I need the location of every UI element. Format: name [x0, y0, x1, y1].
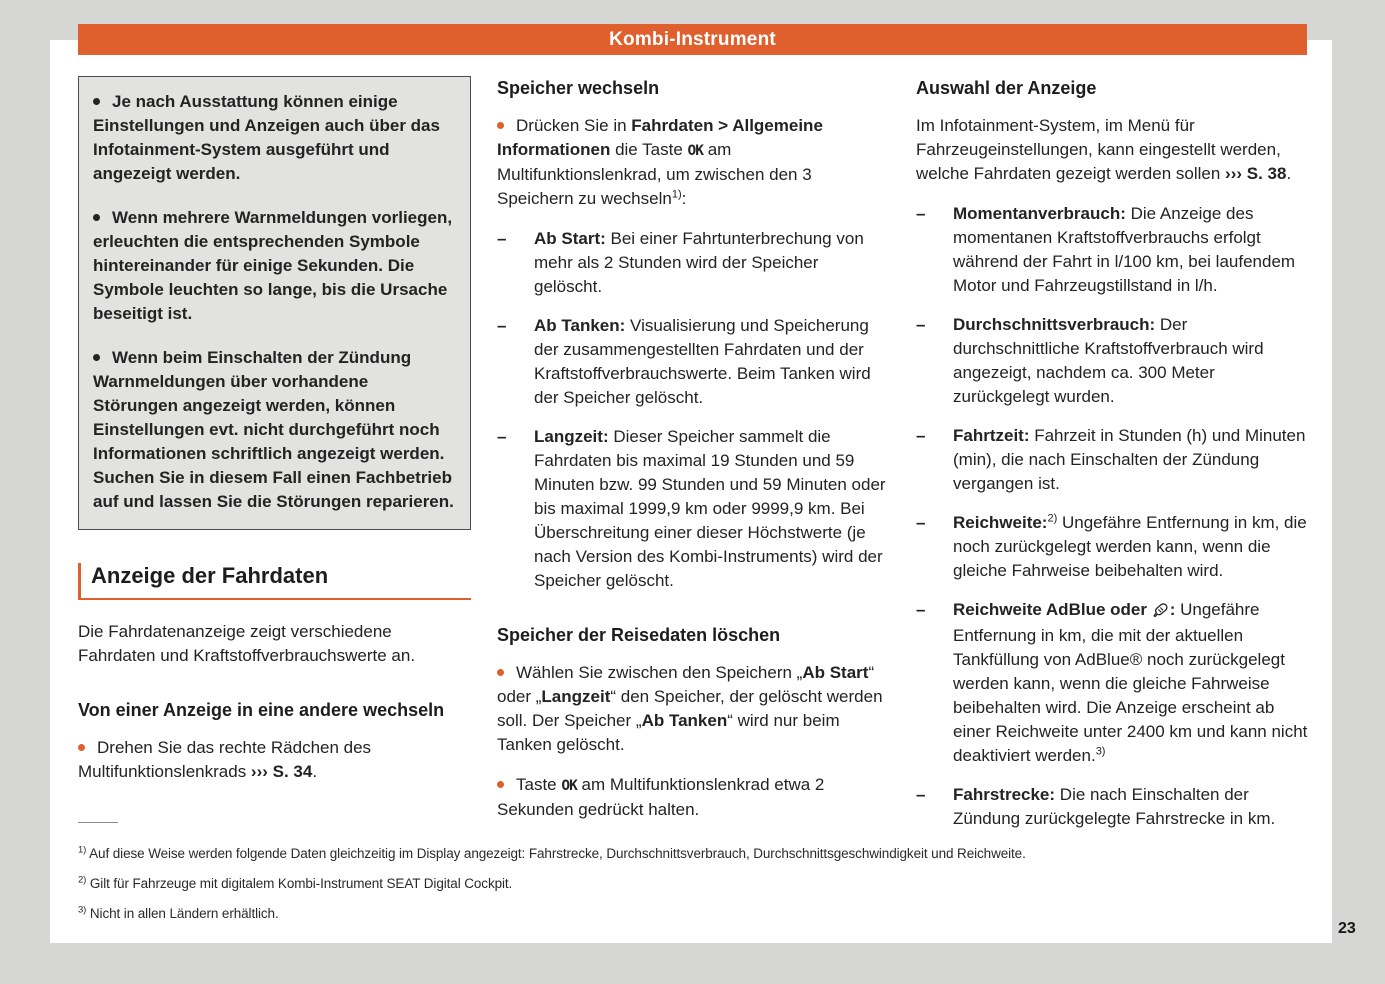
footnote-2: $^{2)}$ Gilt für Fahrzeuge mit digitalem Kombi-Instrument SEAT Digital Cockpit. — [78, 874, 513, 891]
page-number: 23 — [1338, 920, 1356, 937]
page-content — [78, 76, 1310, 846]
column-middle — [497, 76, 890, 838]
footnote-3: $^{3)}$ Nicht in allen Ländern erhältlich. — [78, 904, 279, 921]
note-box — [78, 76, 471, 530]
list-item-fahrstrecke: – Fahrstrecke: Die nach Einschalten der Zündung zurückgelegte Fahrstrecke in km. — [916, 783, 1309, 831]
instruction-bullet: Wählen Sie zwischen den Speichern „Ab Start“ oder „Langzeit“ den Speicher, der gelöscht werden soll. Der Speicher „Ab Tanken“ wird nur beim Tanken gelöscht. — [497, 661, 890, 757]
chapter-header-bar — [78, 24, 1307, 55]
paragraph: Im Infotainment-System, im Menü für Fahrzeugeinstellungen, kann eingestellt werden, welche Fahrdaten gezeigt werden sollen ››› S. 38. — [916, 116, 1292, 183]
list-item-fahrtzeit: – Fahrtzeit: Fahrzeit in Stunden (h) und Minuten (min), die nach Einschalten der Zündung vergangen ist. — [916, 424, 1309, 496]
chapter-title: Kombi-Instrument — [609, 28, 776, 50]
footnote-area — [78, 822, 1308, 933]
instruction-bullet: Taste OK am Multifunktionslenkrad etwa 2 Sekunden gedrückt halten. — [497, 773, 890, 822]
list-item-durchschnittsverbrauch: – Durchschnittsverbrauch: Der durchschnittliche Kraftstoffverbrauch wird angezeigt, nachdem ca. 300 Meter zurückgelegt wurden. — [916, 313, 1309, 409]
footnote-1: $^{1)}$ Auf diese Weise werden folgende Daten gleichzeitig im Display angezeigt: Fahrstrecke, Durchschnittsverbrauch, Durchschnittsgeschwindigkeit und Reichweite. — [78, 844, 1026, 861]
list-item-reichweite: – Reichweite:$^{2)}$ Ungefähre Entfernung in km, die noch zurückgelegt werden kann, wenn die gleiche Fahrweise beibehalten wird. — [916, 511, 1309, 583]
column-right — [916, 76, 1309, 846]
list-item-ab-start: – Ab Start: Bei einer Fahrtunterbrechung von mehr als 2 Stunden wird der Speicher gelöscht. — [497, 227, 890, 299]
instruction-bullet: Drehen Sie das rechte Rädchen des Multifunktionslenkrads ››› S. 34. — [78, 736, 471, 784]
subheading-speicher-wechseln: Speicher wechseln — [497, 78, 660, 98]
list-item-langzeit: – Langzeit: Dieser Speicher sammelt die Fahrdaten bis maximal 19 Stunden und 59 Minuten bzw. 99 Stunden und 59 Minuten oder bis maximal 1999,9 km oder 9999,9 km. Bei Überschreitung einer dieser Höchstwerte (je nach Version des Kombi-Instruments) wird der Speicher gelöscht. — [497, 425, 890, 593]
column-left — [78, 76, 471, 800]
fuel-nozzle-icon — [1153, 600, 1169, 624]
note-item: Wenn beim Einschalten der Zündung Warnmeldungen über vorhandene Störungen angezeigt werden, können Einstellungen evt. nicht durchgeführt noch Informationen schriftlich angezeigt werden. Suchen Sie in diesem Fall einen Fachbetrieb auf und lassen Sie die Störungen reparieren. — [93, 346, 454, 514]
list-item-reichweite-adblue: – Reichweite AdBlue oder : Ungefähre Entfernung in km, die mit der aktuellen Tankfüllung von AdBlue® noch zurückgelegt werden kann, wenn die gleiche Fahrweise beibehalten wird. Die Anzeige erscheint ab einer Reichweite unter 2400 km und kann nicht deaktiviert werden.$^{3)}$ — [916, 598, 1309, 768]
subheading-auswahl-der-anzeige: Auswahl der Anzeige — [916, 78, 1097, 98]
note-item: Wenn mehrere Warnmeldungen vorliegen, erleuchten die entsprechenden Symbole hintereinander für einige Sekunden. Die Symbole leuchten so lange, bis die Ursache beseitigt ist. — [93, 206, 454, 326]
section-heading-anzeige-der-fahrdaten: Anzeige der Fahrdaten — [78, 563, 471, 600]
list-item-ab-tanken: – Ab Tanken: Visualisierung und Speicherung der zusammengestellten Fahrdaten und der Kraftstoffverbrauchswerte. Beim Tanken wird der Speicher gelöscht. — [497, 314, 890, 410]
manual-page — [50, 28, 1332, 943]
subheading-speicher-loeschen: Speicher der Reisedaten löschen — [497, 625, 781, 645]
note-item: Je nach Ausstattung können einige Einstellungen und Anzeigen auch über das Infotainment-System ausgeführt und angezeigt werden. — [93, 90, 454, 186]
instruction-bullet: Drücken Sie in Fahrdaten > Allgemeine Informationen die Taste OK am Multifunktionslenkrad, um zwischen den 3 Speichern zu wechseln$^{1)}$: — [497, 114, 890, 211]
footnote-divider — [78, 822, 118, 823]
paragraph: Die Fahrdatenanzeige zeigt verschiedene Fahrdaten und Kraftstoffverbrauchswerte an. — [78, 622, 416, 665]
subheading-anzeige-wechseln: Von einer Anzeige in eine andere wechseln — [78, 700, 445, 720]
list-item-momentanverbrauch: – Momentanverbrauch: Die Anzeige des momentanen Kraftstoffverbrauchs erfolgt während der Fahrt in l/100 km, bei laufendem Motor und Fahrzeugstillstand in l/h. — [916, 202, 1309, 298]
